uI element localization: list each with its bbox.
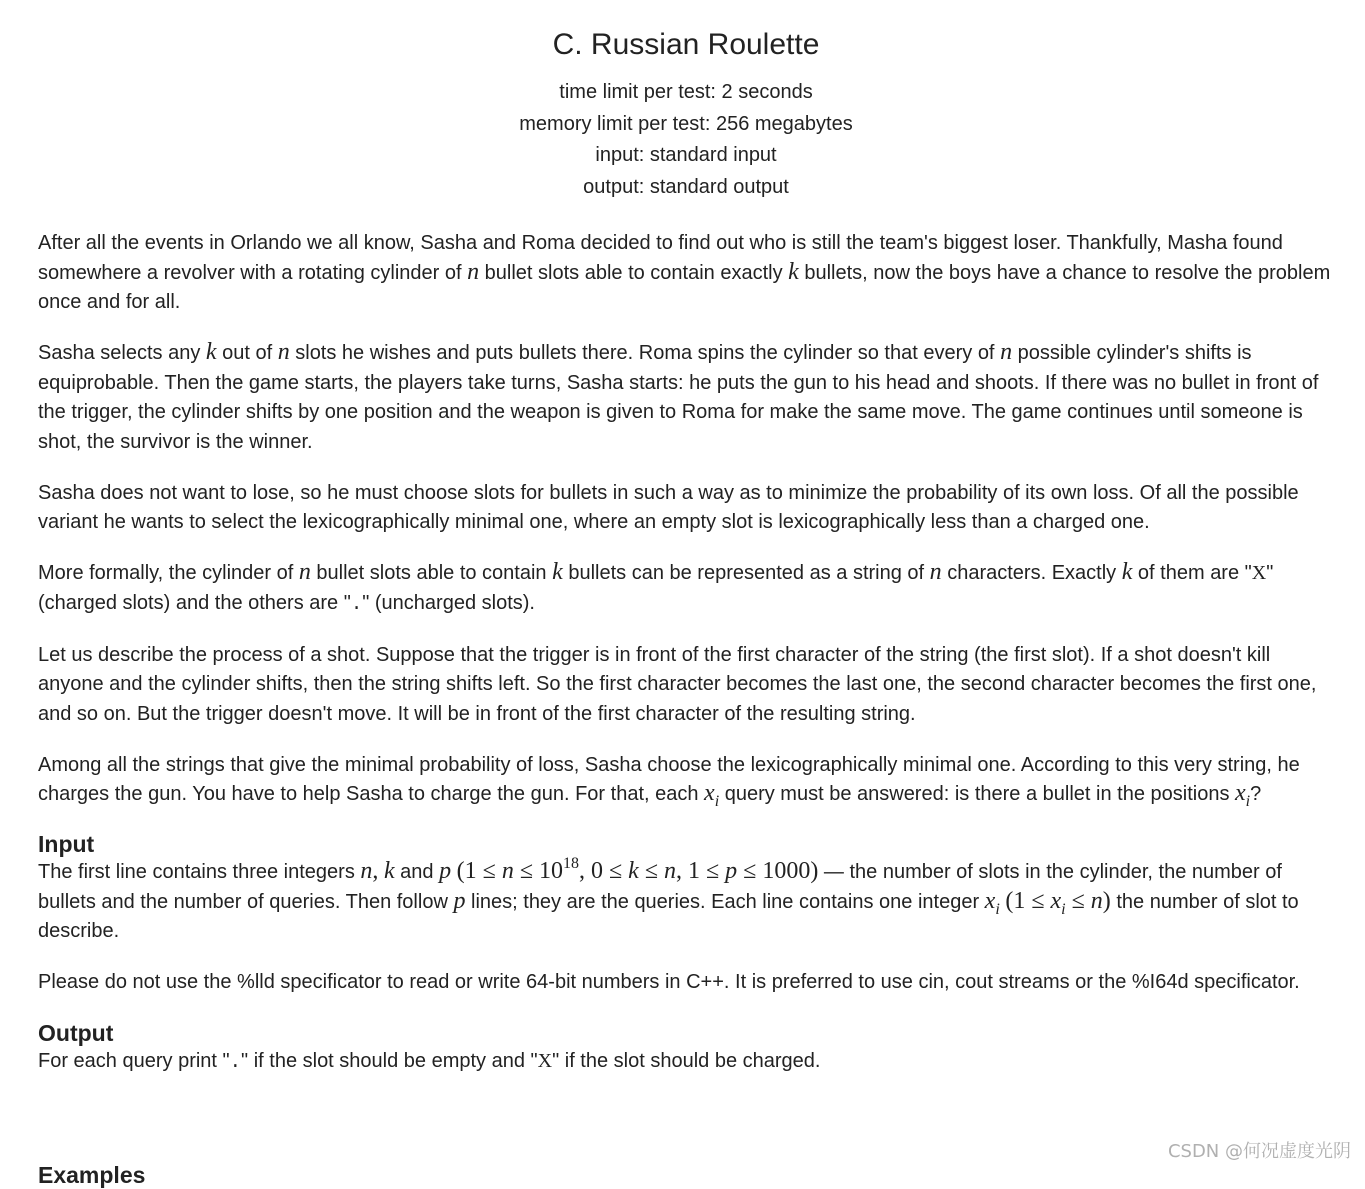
problem-statement <box>38 229 1338 810</box>
statement-paragraph-2: Sasha selects any k out of n slots he wishes and puts bullets there. Roma spins the cylinder so that every of n possible cylinder's shifts is equiprobable. Then the game starts, the players take turns, Sasha starts: he puts the gun to his head and shoots. If there was no bullet in front of the trigger, the cylinder shifts by one position and the weapon is given to Roma for make the same move. The game continues until someone is shot, the survivor is the winner. <box>38 338 1319 454</box>
statement-paragraph-1: After all the events in Orlando we all know, Sasha and Roma decided to find out who is still the team's biggest loser. Thankfully, Masha found somewhere a revolver with a rotating cylinder of n bullet slots able to contain exactly k bullets, now the boys have a chance to resolve the problem once and for all. <box>38 231 1331 314</box>
examples-heading: Examples <box>38 1162 146 1188</box>
problem-page <box>38 0 1338 1099</box>
output-section <box>38 1019 1338 1078</box>
input-paragraph-2: Please do not use the %lld specificator to read or write 64-bit numbers in C++. It is preferred to use cin, cout streams or the %I64d specificator. <box>38 971 1300 994</box>
output-paragraph-1: For each query print "." if the slot should be empty and "X" if the slot should be charged. <box>38 1049 821 1073</box>
input-heading: Input <box>38 831 95 858</box>
statement-paragraph-5: Let us describe the process of a shot. Suppose that the trigger is in front of the first character of the string (the first slot). If a shot doesn't kill anyone and the cylinder shifts, then the string shifts left. So the first character becomes the last one, the second character becomes the first one, and so on. But the trigger doesn't move. It will be in front of the first character of the resulting string. <box>38 643 1317 725</box>
input-section <box>38 830 1338 998</box>
statement-paragraph-3: Sasha does not want to lose, so he must choose slots for bullets in such a way as to minimize the probability of its own loss. Of all the possible variant he wants to select the lexicographically minimal one, where an empty slot is lexicographically less than a charged one. <box>38 481 1299 534</box>
output-heading: Output <box>38 1019 114 1046</box>
problem-header <box>38 0 1334 204</box>
statement-paragraph-4: More formally, the cylinder of n bullet slots able to contain k bullets can be represented as a string of n characters. Exactly k of them are "X" (charged slots) and the others are "." (uncharged slots). <box>38 559 1274 615</box>
input-paragraph-1: The first line contains three integers n, k and p ($1 \le n \le 10^{18}$, 0 ≤ k ≤ n, 1 ≤ p ≤ 1000) — the number of slots in the cylinder, the number of bullets and the number of queries. Then follow p lines; they are the queries. Each line contains one integer $x_i$ $(1 \le x_i \le n)$ the number of slot to describe. <box>38 855 1299 943</box>
limits-block <box>38 77 1334 204</box>
problem-title: C. Russian Roulette <box>552 28 820 61</box>
output-spec: output: standard output <box>583 176 789 199</box>
statement-paragraph-6: Among all the strings that give the minimal probability of loss, Sasha choose the lexicographically minimal one. According to this very string, he charges the gun. You have to help Sasha to charge the gun. For that, each $x_i$ query must be answered: is there a bullet in the positions $x_i$? <box>38 753 1300 811</box>
memory-limit: memory limit per test: 256 megabytes <box>519 112 853 135</box>
input-spec: input: standard input <box>595 144 777 167</box>
csdn-watermark: CSDN @何况虚度光阴 <box>1167 1141 1351 1162</box>
time-limit: time limit per test: 2 seconds <box>559 81 813 103</box>
